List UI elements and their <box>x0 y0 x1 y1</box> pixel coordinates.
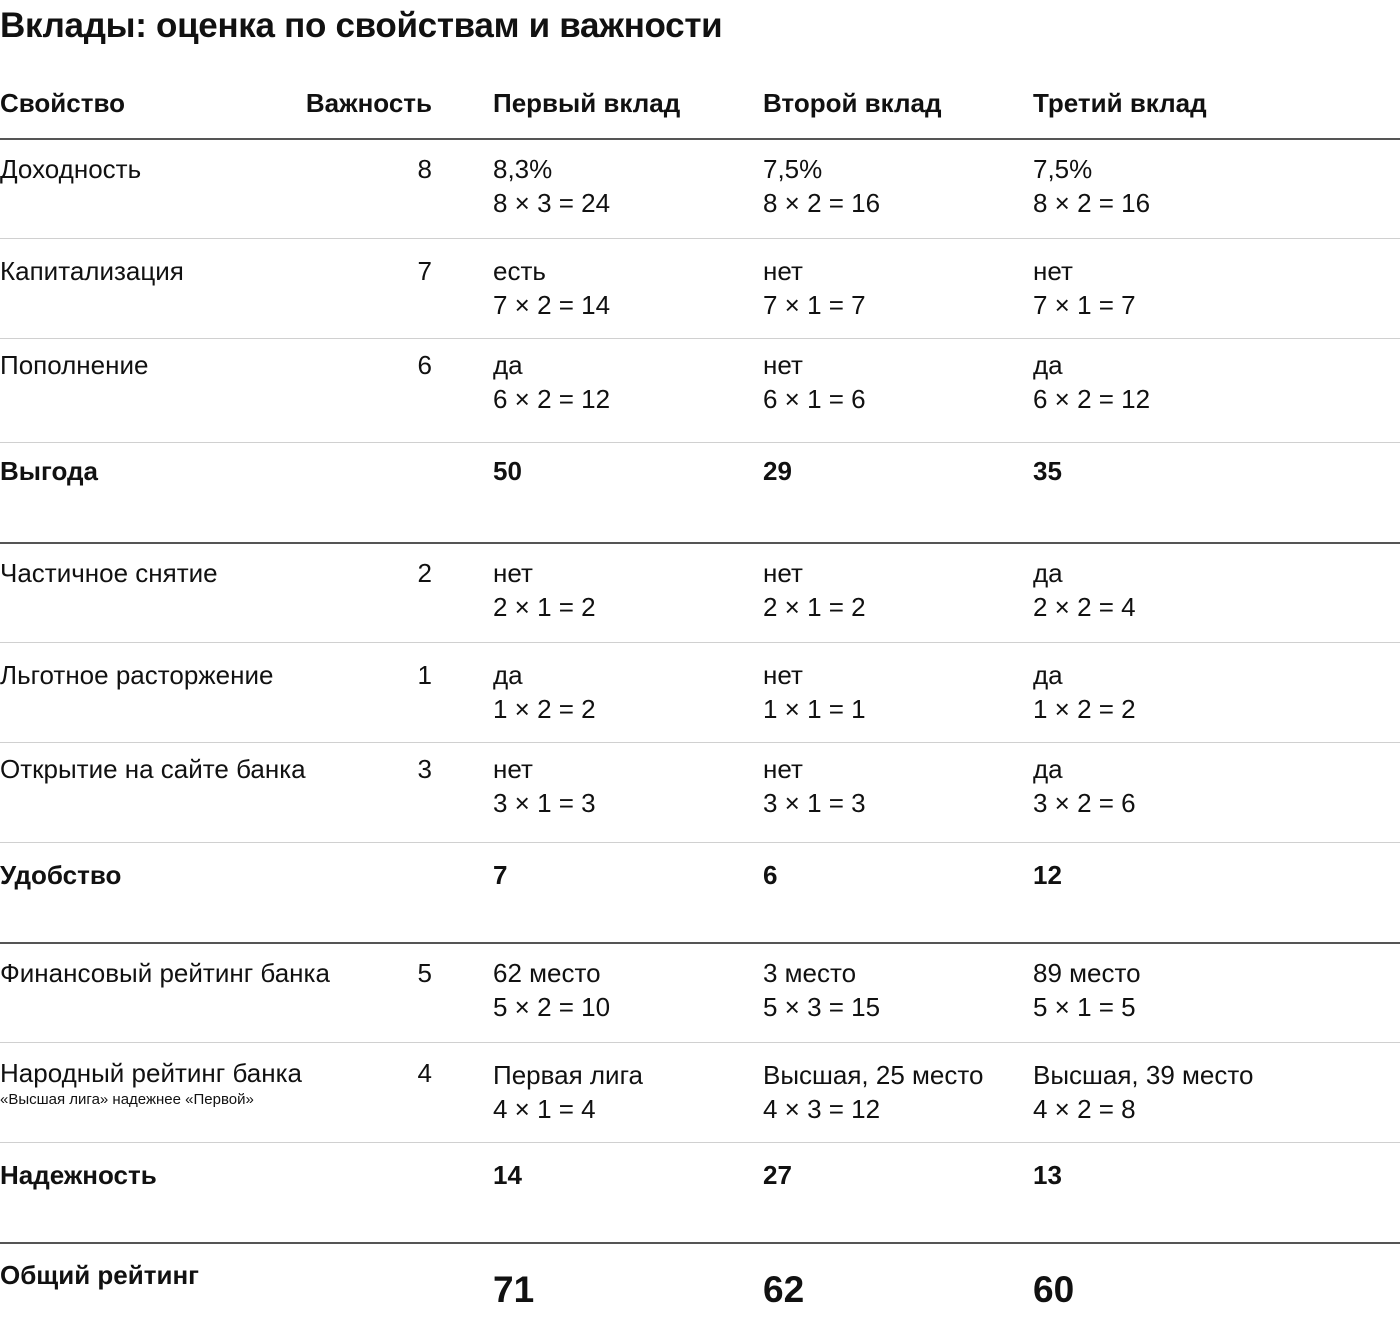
divider <box>0 642 1400 643</box>
total-deposit-3: 60 <box>1033 1269 1075 1310</box>
divider <box>0 542 1400 544</box>
deposit-2-cell <box>763 152 880 220</box>
header-importance: Важность <box>305 88 432 118</box>
deposit-2-calc: 6 × 1 = 6 <box>763 384 866 414</box>
property-note: «Высшая лига» надежнее «Первой» <box>0 1091 254 1108</box>
subtotal-deposit-2: 6 <box>763 860 778 890</box>
deposit-2-calc: 5 × 3 = 15 <box>763 992 881 1022</box>
divider <box>0 442 1400 443</box>
deposit-3-value: 89 место <box>1033 958 1141 988</box>
importance-value: 3 <box>417 754 432 784</box>
deposit-3-cell <box>1033 658 1136 726</box>
deposit-3-cell <box>1033 752 1136 820</box>
divider <box>0 742 1400 743</box>
deposit-2-cell <box>763 956 880 1024</box>
deposit-2-calc: 4 × 3 = 12 <box>763 1094 881 1124</box>
subtotal-deposit-1: 7 <box>493 860 508 890</box>
deposit-2-calc: 8 × 2 = 16 <box>763 188 881 218</box>
deposit-3-value: да <box>1033 660 1063 690</box>
deposit-3-value: нет <box>1033 256 1073 286</box>
importance-value: 5 <box>417 958 432 988</box>
total-deposit-2: 62 <box>763 1269 805 1310</box>
divider <box>0 942 1400 944</box>
deposit-1-value: да <box>493 350 523 380</box>
deposit-2-cell <box>763 254 866 322</box>
importance-value: 2 <box>417 558 432 588</box>
deposit-2-value: нет <box>763 754 803 784</box>
deposit-1-calc: 5 × 2 = 10 <box>493 992 611 1022</box>
property-name: Открытие на сайте банка <box>0 754 306 784</box>
subtotal-label: Выгода <box>0 456 98 486</box>
page-title: Вклады: оценка по свойствам и важности <box>0 6 723 45</box>
divider <box>0 1242 1400 1244</box>
property-name: Финансовый рейтинг банка <box>0 958 330 988</box>
deposit-1-cell <box>493 254 610 322</box>
deposit-2-value: Высшая, 25 место <box>763 1060 984 1090</box>
subtotal-deposit-1: 50 <box>493 456 522 486</box>
deposit-3-cell <box>1033 556 1136 624</box>
header-deposit-1: Первый вклад <box>493 88 681 118</box>
subtotal-deposit-2: 27 <box>763 1160 792 1190</box>
deposit-3-value: да <box>1033 754 1063 784</box>
deposit-3-calc: 8 × 2 = 16 <box>1033 188 1151 218</box>
deposit-2-calc: 7 × 1 = 7 <box>763 290 866 320</box>
property-name: Пополнение <box>0 350 149 380</box>
deposit-2-calc: 2 × 1 = 2 <box>763 592 866 622</box>
divider <box>0 238 1400 239</box>
deposit-2-value: нет <box>763 660 803 690</box>
divider <box>0 338 1400 339</box>
deposit-3-value: да <box>1033 350 1063 380</box>
total-label: Общий рейтинг <box>0 1260 199 1290</box>
deposit-3-cell <box>1033 152 1150 220</box>
deposit-1-value: 8,3% <box>493 154 553 184</box>
deposit-2-cell <box>763 1058 983 1126</box>
deposit-2-value: нет <box>763 350 803 380</box>
deposit-1-calc: 3 × 1 = 3 <box>493 788 596 818</box>
deposit-1-calc: 6 × 2 = 12 <box>493 384 611 414</box>
deposit-2-cell <box>763 556 866 624</box>
deposit-1-calc: 2 × 1 = 2 <box>493 592 596 622</box>
subtotal-label: Удобство <box>0 860 122 890</box>
subtotal-deposit-2: 29 <box>763 456 792 486</box>
property-name: Льготное расторжение <box>0 660 274 690</box>
deposit-3-value: да <box>1033 558 1063 588</box>
deposit-1-calc: 7 × 2 = 14 <box>493 290 611 320</box>
divider <box>0 138 1400 140</box>
deposit-2-calc: 1 × 1 = 1 <box>763 694 866 724</box>
deposit-1-value: нет <box>493 558 533 588</box>
deposit-3-calc: 2 × 2 = 4 <box>1033 592 1136 622</box>
property-name: Доходность <box>0 154 142 184</box>
deposit-2-cell <box>763 752 866 820</box>
deposit-1-calc: 4 × 1 = 4 <box>493 1094 596 1124</box>
property-name: Частичное снятие <box>0 558 218 588</box>
header-deposit-3: Третий вклад <box>1033 88 1207 118</box>
deposit-2-value: 3 место <box>763 958 857 988</box>
deposit-1-value: 62 место <box>493 958 601 988</box>
deposit-2-calc: 3 × 1 = 3 <box>763 788 866 818</box>
deposit-3-calc: 4 × 2 = 8 <box>1033 1094 1136 1124</box>
property-name: Капитализация <box>0 256 184 286</box>
deposit-2-value: 7,5% <box>763 154 823 184</box>
deposit-1-calc: 1 × 2 = 2 <box>493 694 596 724</box>
subtotal-deposit-3: 35 <box>1033 456 1062 486</box>
deposit-1-value: да <box>493 660 523 690</box>
property-name: Народный рейтинг банка <box>0 1058 303 1088</box>
total-deposit-1: 71 <box>493 1269 535 1310</box>
deposit-3-cell <box>1033 1058 1253 1126</box>
subtotal-deposit-3: 13 <box>1033 1160 1062 1190</box>
header-property: Свойство <box>0 88 125 118</box>
deposit-3-calc: 5 × 1 = 5 <box>1033 992 1136 1022</box>
deposit-1-cell <box>493 1058 643 1126</box>
deposit-1-value: Первая лига <box>493 1060 643 1090</box>
divider <box>0 1142 1400 1143</box>
subtotal-deposit-3: 12 <box>1033 860 1062 890</box>
deposit-3-value: Высшая, 39 место <box>1033 1060 1254 1090</box>
deposit-3-calc: 6 × 2 = 12 <box>1033 384 1151 414</box>
property-cell <box>0 1056 302 1110</box>
deposit-3-cell <box>1033 956 1141 1024</box>
importance-value: 4 <box>417 1058 432 1088</box>
subtotal-deposit-1: 14 <box>493 1160 522 1190</box>
deposit-2-value: нет <box>763 558 803 588</box>
deposit-1-calc: 8 × 3 = 24 <box>493 188 611 218</box>
deposit-1-cell <box>493 556 596 624</box>
deposit-2-value: нет <box>763 256 803 286</box>
deposit-1-value: есть <box>493 256 546 286</box>
deposit-2-cell <box>763 348 866 416</box>
divider <box>0 842 1400 843</box>
deposit-1-cell <box>493 658 596 726</box>
deposit-3-value: 7,5% <box>1033 154 1093 184</box>
importance-value: 8 <box>417 154 432 184</box>
deposit-3-cell <box>1033 348 1150 416</box>
deposit-2-cell <box>763 658 866 726</box>
deposit-3-calc: 1 × 2 = 2 <box>1033 694 1136 724</box>
deposit-1-value: нет <box>493 754 533 784</box>
deposit-1-cell <box>493 752 596 820</box>
deposit-3-cell <box>1033 254 1136 322</box>
deposit-3-calc: 3 × 2 = 6 <box>1033 788 1136 818</box>
deposit-1-cell <box>493 152 610 220</box>
importance-value: 6 <box>417 350 432 380</box>
deposit-1-cell <box>493 956 610 1024</box>
header-deposit-2: Второй вклад <box>763 88 942 118</box>
importance-value: 7 <box>417 256 432 286</box>
deposit-1-cell <box>493 348 610 416</box>
subtotal-label: Надежность <box>0 1160 157 1190</box>
deposit-3-calc: 7 × 1 = 7 <box>1033 290 1136 320</box>
divider <box>0 1042 1400 1043</box>
importance-value: 1 <box>417 660 432 690</box>
